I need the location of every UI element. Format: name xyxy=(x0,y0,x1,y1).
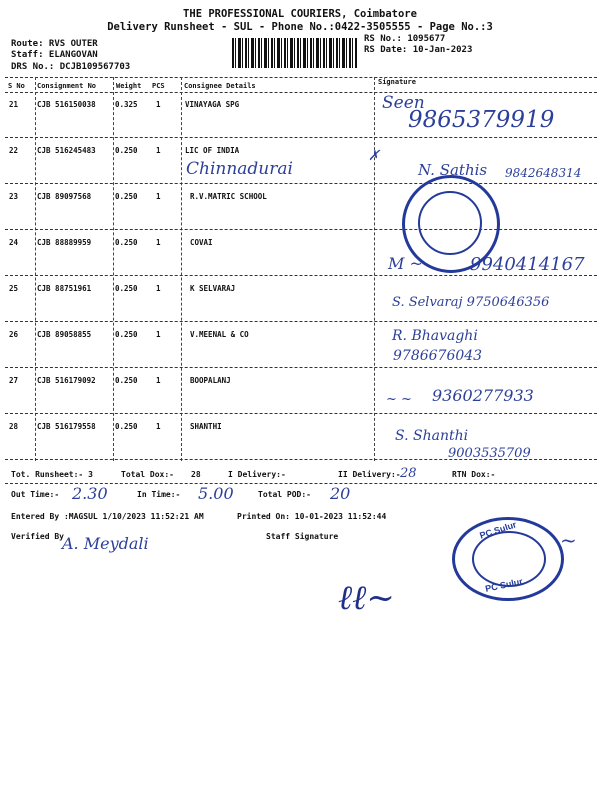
col-header-consignee: Consignee Details xyxy=(184,82,256,90)
col-header-sno: S No xyxy=(8,82,25,90)
tick-mark: ✗ xyxy=(368,148,380,164)
rtn-dox-label: RTN Dox:- xyxy=(452,470,496,479)
row-consignment: CJB 516179558 xyxy=(37,422,96,431)
handwritten-phone: 9940414167 xyxy=(470,254,585,275)
row-consignee: R.V.MATRIC SCHOOL xyxy=(190,192,267,201)
row-pcs: 1 xyxy=(156,192,161,201)
rs-number: RS No.: 1095677 xyxy=(364,34,446,44)
row-rule xyxy=(5,413,597,414)
staff-label: Staff: ELANGOVAN xyxy=(11,50,98,60)
ii-delivery-label: II Delivery:- xyxy=(338,470,401,479)
total-pod-label: Total POD:- xyxy=(258,490,311,499)
row-consignee: V.MEENAL & CO xyxy=(190,330,249,339)
document-title: THE PROFESSIONAL COURIERS, Coimbatore xyxy=(183,8,417,20)
stamp-text-top: PC Sulur xyxy=(478,519,518,541)
row-consignment: CJB 88751961 xyxy=(37,284,92,293)
verified-signature: A. Meydali xyxy=(62,534,149,553)
row-rule xyxy=(5,137,597,138)
row-consignee: K SELVARAJ xyxy=(190,284,236,293)
row-weight: 0.250 xyxy=(115,146,138,155)
stamp-text-bottom: PC Sulur xyxy=(484,576,524,594)
staff-signature-label: Staff Signature xyxy=(266,532,339,541)
handwritten-signature: M ~ xyxy=(388,254,423,273)
stamp-seal xyxy=(402,175,500,273)
col-divider xyxy=(374,77,375,461)
row-consignment: CJB 516245483 xyxy=(37,146,96,155)
handwritten-signature: S. Shanthi xyxy=(395,428,469,444)
row-rule xyxy=(5,229,597,230)
row-pcs: 1 xyxy=(156,238,161,247)
handwritten-total-pod: 20 xyxy=(330,484,351,503)
row-pcs: 1 xyxy=(156,284,161,293)
row-rule xyxy=(5,183,597,184)
total-dox-label: Total Dox:- xyxy=(121,470,174,479)
row-weight: 0.250 xyxy=(115,422,138,431)
handwritten-signature: R. Bhavaghi xyxy=(392,328,478,344)
row-consignee: BOOPALANJ xyxy=(190,376,231,385)
row-consignee: LIC OF INDIA xyxy=(185,146,240,155)
row-pcs: 1 xyxy=(156,100,161,109)
stamp-inner-ring xyxy=(418,191,482,255)
row-consignee: VINAYAGA SPG xyxy=(185,100,240,109)
row-sno: 21 xyxy=(9,100,19,109)
handwritten-delivered: 28 xyxy=(400,466,417,481)
row-consignment: CJB 516150038 xyxy=(37,100,96,109)
handwritten-signature: ~ ~ xyxy=(386,392,412,407)
entered-by: Entered By :MAGSUL 1/10/2023 11:52:21 AM xyxy=(11,512,204,521)
col-divider xyxy=(181,77,182,461)
i-delivery-label: I Delivery:- xyxy=(228,470,286,479)
row-consignment: CJB 88889959 xyxy=(37,238,92,247)
barcode xyxy=(232,38,357,68)
in-time-label: In Time:- xyxy=(137,490,181,499)
row-sno: 23 xyxy=(9,192,19,201)
route-label: Route: RVS OUTER xyxy=(11,39,98,49)
col-divider xyxy=(35,77,36,461)
out-time-label: Out Time:- xyxy=(11,490,60,499)
handwritten-phone: 9360277933 xyxy=(432,386,534,405)
table-top-rule xyxy=(5,77,597,78)
total-dox-value: 28 xyxy=(191,470,201,479)
row-sno: 22 xyxy=(9,146,19,155)
row-sno: 26 xyxy=(9,330,19,339)
rs-date: RS Date: 10-Jan-2023 xyxy=(364,45,473,55)
col-header-signature: Signature xyxy=(378,78,416,86)
verified-by-label: Verified By xyxy=(11,532,64,541)
row-rule xyxy=(5,321,597,322)
handwritten-signature: Seen xyxy=(382,93,425,113)
row-consignment: CJB 89097568 xyxy=(37,192,92,201)
stamp-signature: ~ xyxy=(560,528,577,552)
row-sno: 28 xyxy=(9,422,19,431)
tot-runsheet: Tot. Runsheet:- 3 xyxy=(11,470,93,479)
row-pcs: 1 xyxy=(156,376,161,385)
handwritten-phone: 9865379919 xyxy=(408,107,555,133)
row-sno: 25 xyxy=(9,284,19,293)
handwritten-phone: 9003535709 xyxy=(448,446,531,461)
handwritten-out-time: 2.30 xyxy=(72,484,108,503)
drs-number: DRS No.: DCJB109567703 xyxy=(11,62,131,72)
row-pcs: 1 xyxy=(156,330,161,339)
col-header-consignment: Consignment No xyxy=(37,82,97,90)
row-consignment: CJB 89058855 xyxy=(37,330,92,339)
row-weight: 0.250 xyxy=(115,192,138,201)
pc-sulur-stamp xyxy=(452,517,564,601)
row-consignment: CJB 516179092 xyxy=(37,376,96,385)
handwritten-signature: S. Selvaraj 9750646356 xyxy=(392,295,550,310)
handwritten-signature: N. Sathis xyxy=(418,161,488,179)
row-weight: 0.325 xyxy=(115,100,138,109)
document-subtitle: Delivery Runsheet - SUL - Phone No.:0422-3505555 - Page No.:3 xyxy=(107,21,493,33)
row-sno: 27 xyxy=(9,376,19,385)
col-header-weight: Weight xyxy=(116,82,142,90)
handwritten-in-time: 5.00 xyxy=(198,484,234,503)
handwritten-name: Chinnadurai xyxy=(186,159,293,179)
row-pcs: 1 xyxy=(156,422,161,431)
handwritten-phone: 9786676043 xyxy=(393,348,483,364)
col-header-pcs: PCS xyxy=(152,82,165,90)
table-head-rule xyxy=(5,92,597,93)
row-rule xyxy=(5,275,597,276)
row-weight: 0.250 xyxy=(115,238,138,247)
printed-on: Printed On: 10-01-2023 11:52:44 xyxy=(237,512,387,521)
row-weight: 0.250 xyxy=(115,376,138,385)
row-consignee: SHANTHI xyxy=(190,422,222,431)
row-weight: 0.250 xyxy=(115,284,138,293)
row-pcs: 1 xyxy=(156,146,161,155)
row-rule xyxy=(5,367,597,368)
staff-signature: ℓℓ~ xyxy=(338,578,395,618)
col-divider xyxy=(113,77,114,461)
row-consignee: COVAI xyxy=(190,238,213,247)
row-sno: 24 xyxy=(9,238,19,247)
row-weight: 0.250 xyxy=(115,330,138,339)
handwritten-phone: 9842648314 xyxy=(505,166,582,180)
